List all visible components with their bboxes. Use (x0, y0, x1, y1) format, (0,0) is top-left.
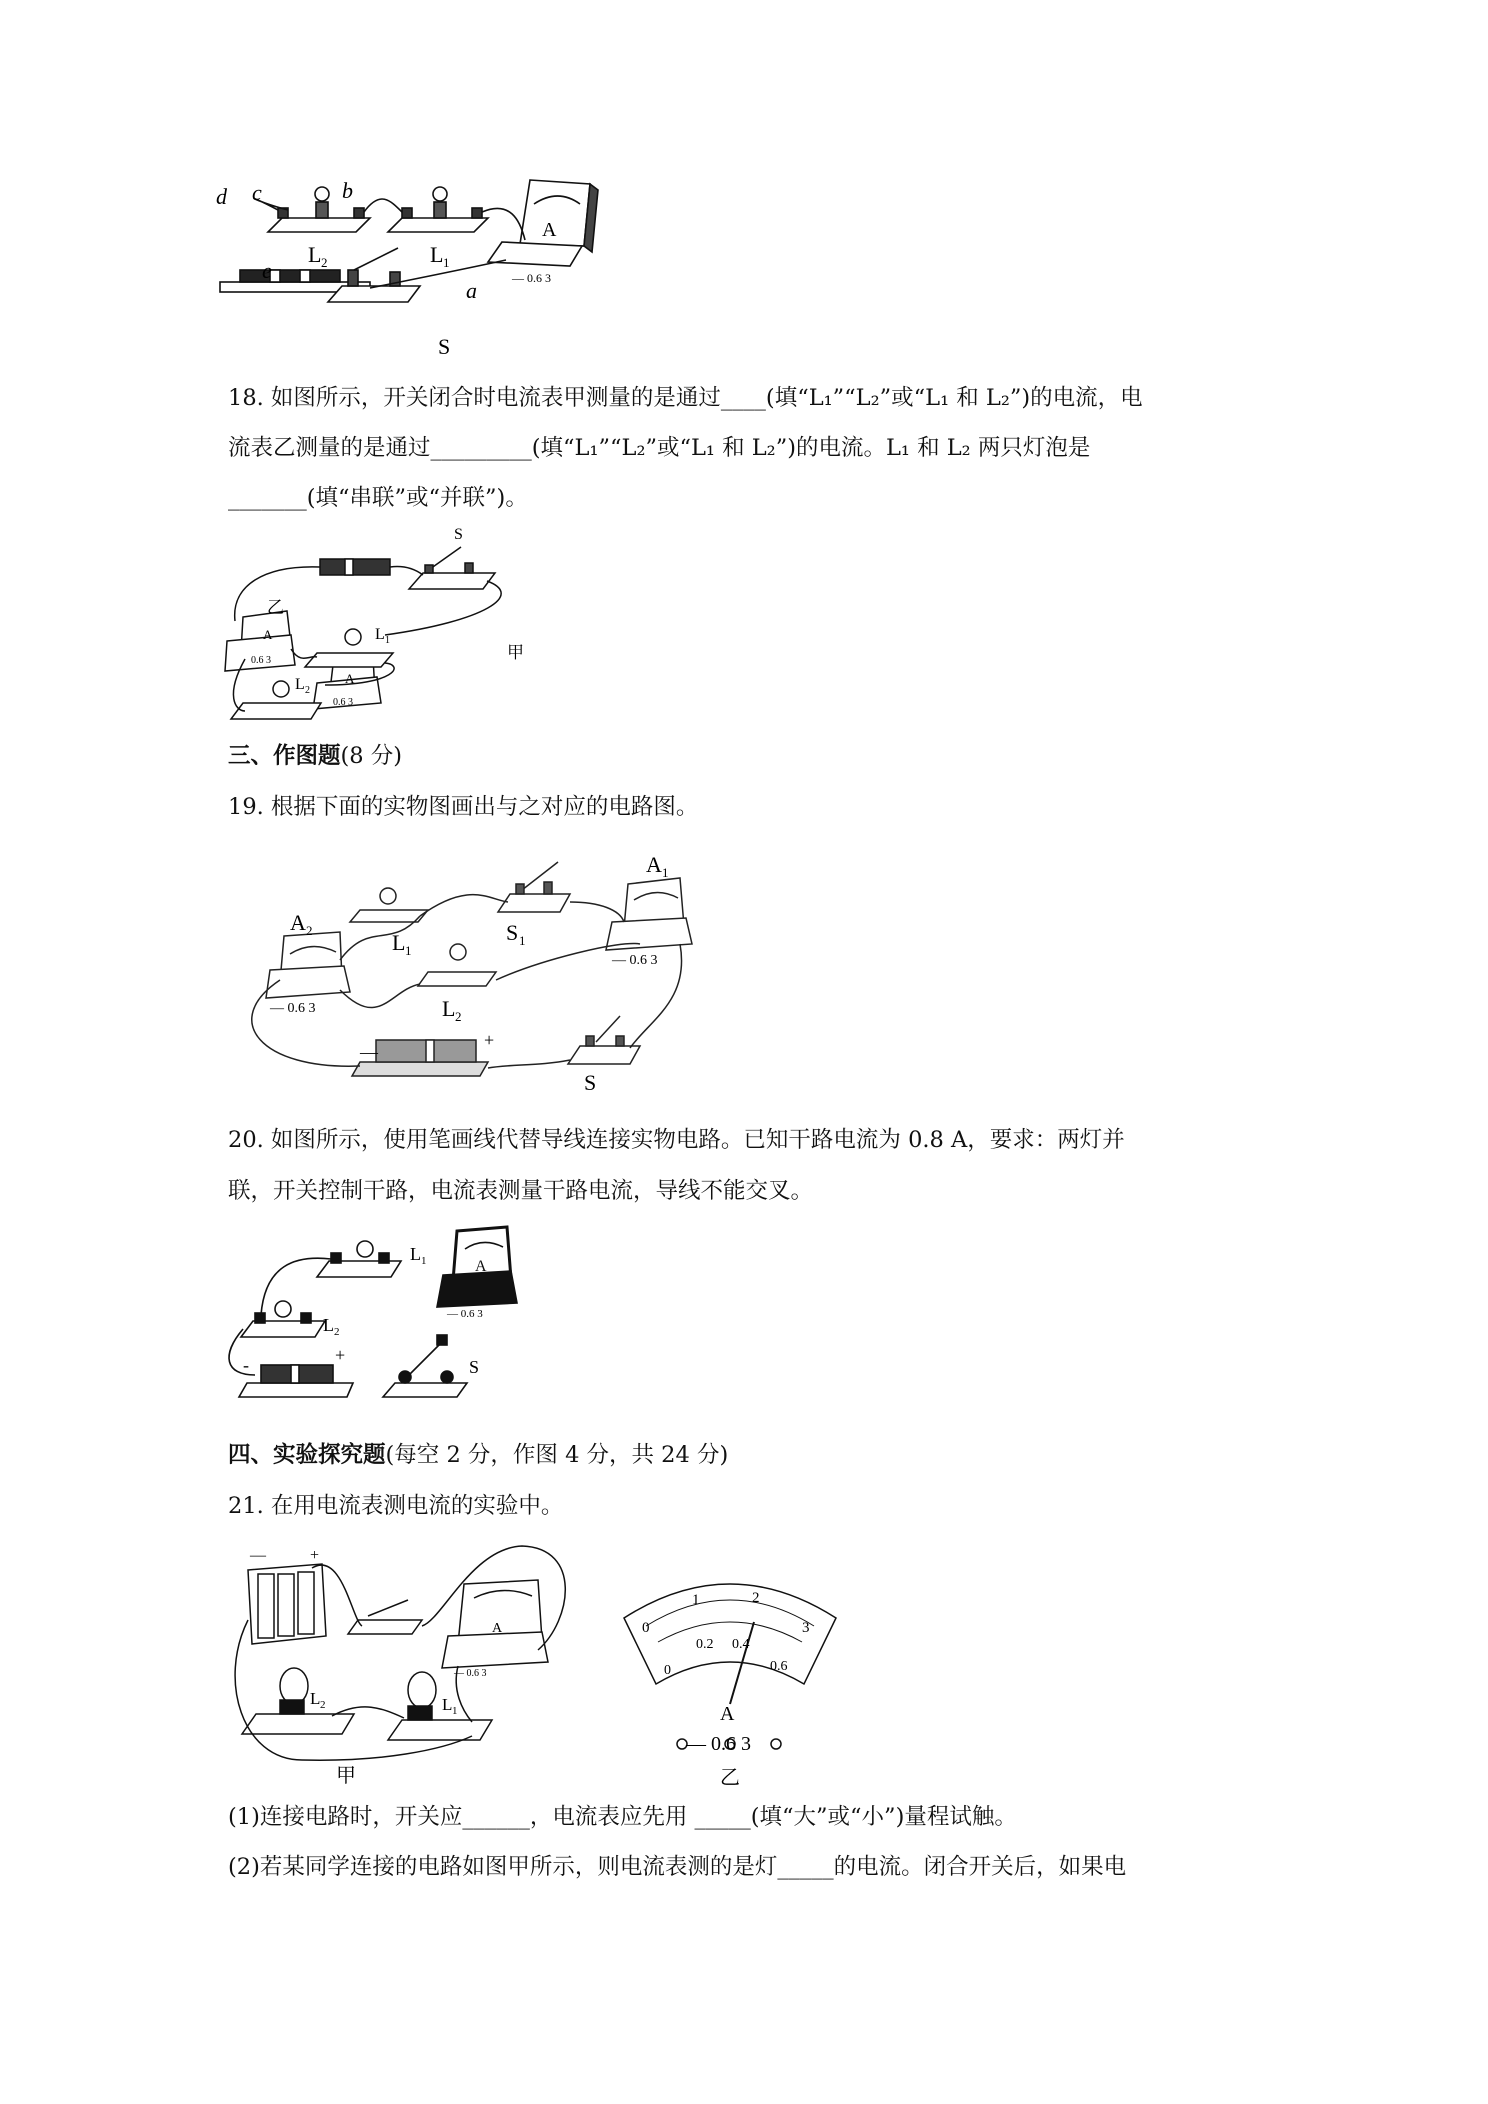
label-l1-sub: 1 (421, 1255, 427, 1267)
label-c: c (252, 180, 262, 205)
tick-top-3: 3 (802, 1620, 810, 1636)
label-l1: L (430, 242, 444, 267)
figure-17-circuit (216, 170, 620, 360)
label-a1-sub: 1 (662, 865, 669, 880)
tick-bottom-0-4: 0.4 (732, 1637, 750, 1652)
label-s1: S (506, 920, 519, 945)
label-scale: — 0.6 3 (512, 271, 551, 285)
label-l1-sub: 1 (385, 635, 390, 646)
section-4-title: 四、实验探究题 (228, 1442, 386, 1468)
caption-jia: 甲 (336, 1765, 356, 1787)
q18-line2: 流表乙测量的是通过_________(填“L₁”“L₂”或“L₁ 和 L₂”)的电流。L₁ 和 L₂ 两只灯泡是 (228, 435, 1091, 461)
tick-top-0: 0 (642, 1620, 650, 1636)
section-3-title: 三、作图题 (228, 743, 341, 769)
label-l2-sub: 2 (321, 255, 328, 270)
label-l2-sub: 2 (320, 1699, 326, 1711)
label-l1-sub: 1 (405, 943, 412, 958)
label-ammeter: A (720, 1703, 735, 1725)
label-l2-sub: 2 (305, 685, 310, 696)
label-ammeter-jia: A (345, 671, 355, 686)
section-4-heading (228, 1440, 1273, 1470)
label-a1: A (646, 852, 662, 877)
label-l1-sub: 1 (452, 1705, 458, 1717)
tick-bottom-0-2: 0.2 (696, 1637, 714, 1652)
label-l1: L (410, 1244, 421, 1264)
label-d: d (216, 184, 227, 209)
label-l2: L (323, 1315, 334, 1335)
label-a2: A (290, 910, 306, 935)
label-l2-sub: 2 (334, 1326, 340, 1338)
q18-line3: _______(填“串联”或“并联”)。 (228, 485, 528, 511)
label-e: e (262, 258, 272, 283)
tick-bottom-0: 0 (664, 1663, 671, 1678)
label-l2: L (310, 1689, 321, 1708)
label-l2: L (295, 676, 305, 693)
figure-21-yi-ammeter (620, 1580, 840, 1790)
label-l2-sub: 2 (455, 1009, 462, 1024)
label-l1: L (442, 1695, 453, 1714)
label-s: S (584, 1070, 597, 1095)
label-a: a (466, 278, 477, 303)
section-3-points: (8 分) (340, 743, 403, 769)
tick-top-1: 1 (692, 1592, 700, 1608)
label-minus: — (250, 1547, 266, 1564)
q20-line1: 20. 如图所示，使用笔画线代替导线连接实物电路。已知干路电流为 0.8 A，要求：两灯并 (228, 1127, 1125, 1153)
figure-19-circuit (240, 840, 720, 1095)
label-scale-a2: — 0.6 3 (270, 1001, 316, 1016)
label-scale: — 0.6 3 (454, 1668, 487, 1679)
tick-bottom-0-6: 0.6 (770, 1659, 788, 1674)
q21-sub1: (1)连接电路时，开关应______，电流表应先用 _____(填“大”或“小”)量程试触。 (228, 1804, 1017, 1830)
label-yi: 乙 (267, 598, 284, 617)
q18-line1: 18. 如图所示，开关闭合时电流表甲测量的是通过____(填“L₁”“L₂”或“L₁ 和 L₂”)的电流，电 (228, 385, 1143, 411)
label-ammeter-yi: A (263, 627, 273, 642)
q20-line2: 联，开关控制干路，电流表测量干路电流，导线不能交叉。 (228, 1178, 814, 1204)
q19-text: 19. 根据下面的实物图画出与之对应的电路图。 (228, 794, 699, 820)
label-s1-sub: 1 (519, 933, 526, 948)
q21-sub2: (2)若某同学连接的电路如图甲所示，则电流表测的是灯_____的电流。闭合开关后，如果电 (228, 1854, 1127, 1880)
label-s: S (438, 334, 451, 359)
q21-text: 21. 在用电流表测电流的实验中。 (228, 1493, 564, 1519)
caption-yi: 乙 (720, 1767, 740, 1789)
tick-top-2: 2 (752, 1590, 760, 1606)
label-scale-jia: 0.6 3 (333, 697, 353, 708)
label-ammeter: A (492, 1621, 503, 1636)
label-minus: - (243, 1355, 249, 1375)
label-minus: — (360, 1042, 378, 1062)
label-ammeter: A (542, 219, 557, 241)
label-l1: L (375, 626, 385, 643)
figure-18-circuit (225, 525, 535, 725)
label-plus: + (335, 1345, 346, 1365)
label-plus: + (484, 1030, 495, 1050)
label-scale-yi: 0.6 3 (251, 655, 271, 666)
label-l1: L (392, 930, 406, 955)
label-s: S (454, 526, 463, 543)
label-plus: + (310, 1547, 320, 1564)
figure-21-jia (222, 1540, 592, 1790)
label-scale: — 0.6 3 (447, 1308, 483, 1320)
label-terminals: — 0.6 3 (686, 1733, 751, 1755)
label-s: S (469, 1357, 480, 1377)
label-b: b (342, 178, 353, 203)
label-l2: L (308, 242, 322, 267)
label-l1-sub: 1 (443, 255, 450, 270)
figure-20-circuit (225, 1225, 525, 1425)
label-l2: L (442, 996, 456, 1021)
section-4-points: (每空 2 分，作图 4 分，共 24 分) (385, 1442, 729, 1468)
label-jia: 甲 (507, 643, 524, 662)
section-3-heading (228, 741, 1273, 771)
label-a2-sub: 2 (306, 923, 313, 938)
label-scale-a1: — 0.6 3 (612, 953, 658, 968)
label-ammeter: A (475, 1258, 487, 1275)
